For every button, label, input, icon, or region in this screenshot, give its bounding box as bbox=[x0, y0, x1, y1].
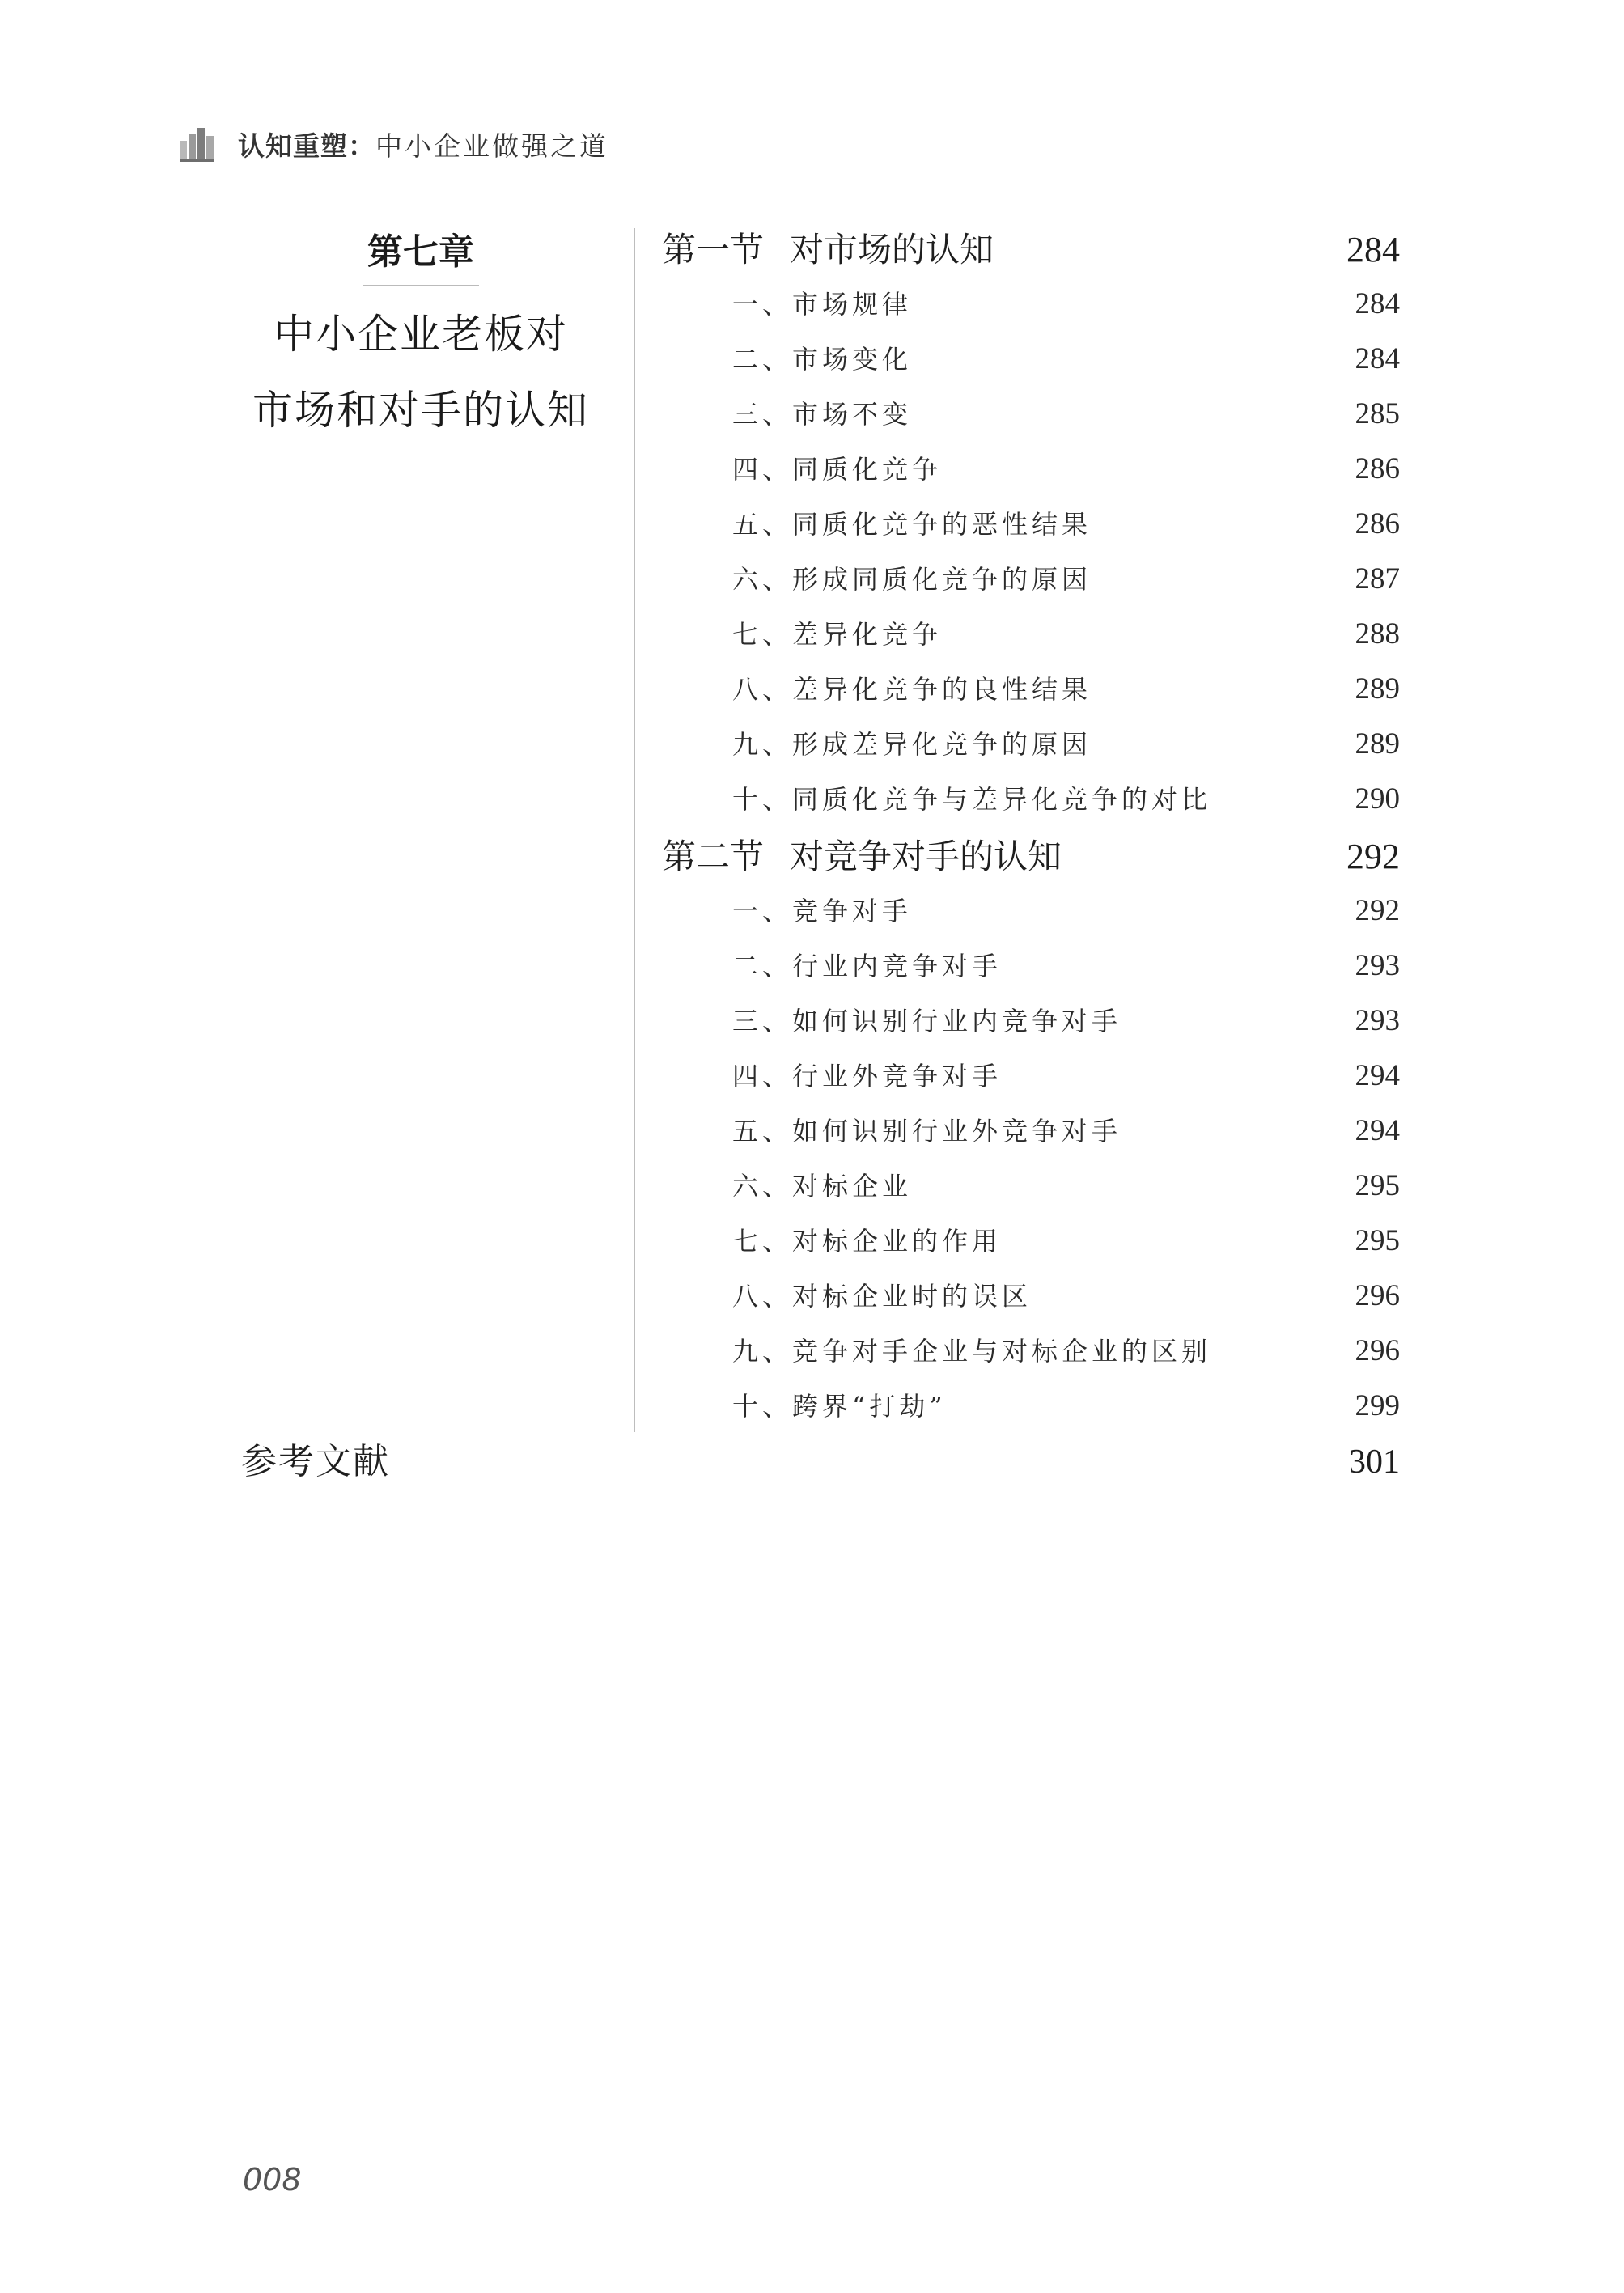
toc-item-label: 四、同质化竞争 bbox=[732, 454, 943, 485]
toc-item-page: 293 bbox=[1355, 949, 1400, 982]
toc-item-page: 294 bbox=[1355, 1114, 1400, 1147]
toc-item-label: 四、行业外竞争对手 bbox=[732, 1061, 1003, 1091]
toc-item-page: 286 bbox=[1355, 452, 1400, 485]
toc-item-page: 295 bbox=[1355, 1169, 1400, 1202]
running-header bbox=[180, 123, 608, 165]
toc-item-page: 285 bbox=[1355, 397, 1400, 430]
toc-item-label: 九、形成差异化竞争的原因 bbox=[732, 729, 1092, 760]
toc-item-label: 十、跨界“打劫” bbox=[732, 1391, 947, 1422]
chapter-number: 第七章 bbox=[363, 220, 479, 286]
toc-item-label: 十、同质化竞争与差异化竞争的对比 bbox=[732, 784, 1212, 815]
section-page: 292 bbox=[1346, 837, 1400, 876]
references-label: 参考文献 bbox=[241, 1441, 390, 1482]
toc-item-page: 296 bbox=[1355, 1334, 1400, 1367]
toc-item-page: 287 bbox=[1355, 562, 1400, 596]
toc-item-page: 284 bbox=[1355, 342, 1400, 375]
toc-item-label: 五、同质化竞争的恶性结果 bbox=[732, 509, 1092, 540]
toc-item-label: 六、形成同质化竞争的原因 bbox=[732, 564, 1092, 595]
section-number: 第二节 bbox=[662, 837, 765, 876]
section-page: 284 bbox=[1346, 230, 1400, 269]
toc-item-page: 293 bbox=[1355, 1004, 1400, 1037]
book-title: 认知重塑： bbox=[238, 129, 375, 162]
toc-item-label: 七、差异化竞争 bbox=[732, 619, 943, 650]
references-page: 301 bbox=[1349, 1443, 1400, 1481]
toc-item-label: 九、竞争对手企业与对标企业的区别 bbox=[732, 1336, 1212, 1367]
chapter-heading bbox=[227, 220, 615, 448]
toc-item-page: 289 bbox=[1355, 727, 1400, 761]
building-columns-icon bbox=[180, 126, 214, 162]
toc-item-page: 292 bbox=[1355, 894, 1400, 927]
toc-item-label: 七、对标企业的作用 bbox=[732, 1226, 1003, 1257]
toc-item-page: 289 bbox=[1355, 672, 1400, 706]
chapter-title-line-1: 中小企业老板对 bbox=[273, 311, 568, 358]
toc-item-label: 一、市场规律 bbox=[732, 289, 913, 320]
toc-item-label: 八、对标企业时的误区 bbox=[732, 1281, 1032, 1312]
toc-item-page: 288 bbox=[1355, 617, 1400, 651]
toc-item-page: 286 bbox=[1355, 507, 1400, 540]
toc-item-label: 二、市场变化 bbox=[732, 344, 913, 375]
section-number: 第一节 bbox=[662, 230, 765, 269]
section-title: 对市场的认知 bbox=[790, 230, 994, 269]
toc-item-label: 三、如何识别行业内竞争对手 bbox=[732, 1006, 1122, 1036]
chapter-title-line-2: 市场和对手的认知 bbox=[252, 387, 589, 434]
section-title: 对竞争对手的认知 bbox=[790, 837, 1062, 876]
book-subtitle: 中小企业做强之道 bbox=[375, 129, 608, 162]
toc-item-page: 284 bbox=[1355, 287, 1400, 320]
toc-item-page: 294 bbox=[1355, 1059, 1400, 1092]
toc-item-label: 五、如何识别行业外竞争对手 bbox=[732, 1116, 1122, 1146]
toc-item-label: 三、市场不变 bbox=[732, 399, 913, 430]
toc-item-label: 八、差异化竞争的良性结果 bbox=[732, 674, 1092, 705]
page-number: 008 bbox=[243, 2162, 302, 2198]
toc-item-label: 一、竞争对手 bbox=[732, 896, 913, 926]
toc-item-page: 299 bbox=[1355, 1389, 1400, 1422]
toc-item-page: 295 bbox=[1355, 1224, 1400, 1257]
toc-item-label: 二、行业内竞争对手 bbox=[732, 951, 1003, 981]
toc-item-page: 290 bbox=[1355, 782, 1400, 816]
toc-item-label: 六、对标企业 bbox=[732, 1171, 913, 1202]
toc-item-page: 296 bbox=[1355, 1279, 1400, 1312]
column-divider bbox=[634, 228, 635, 1432]
